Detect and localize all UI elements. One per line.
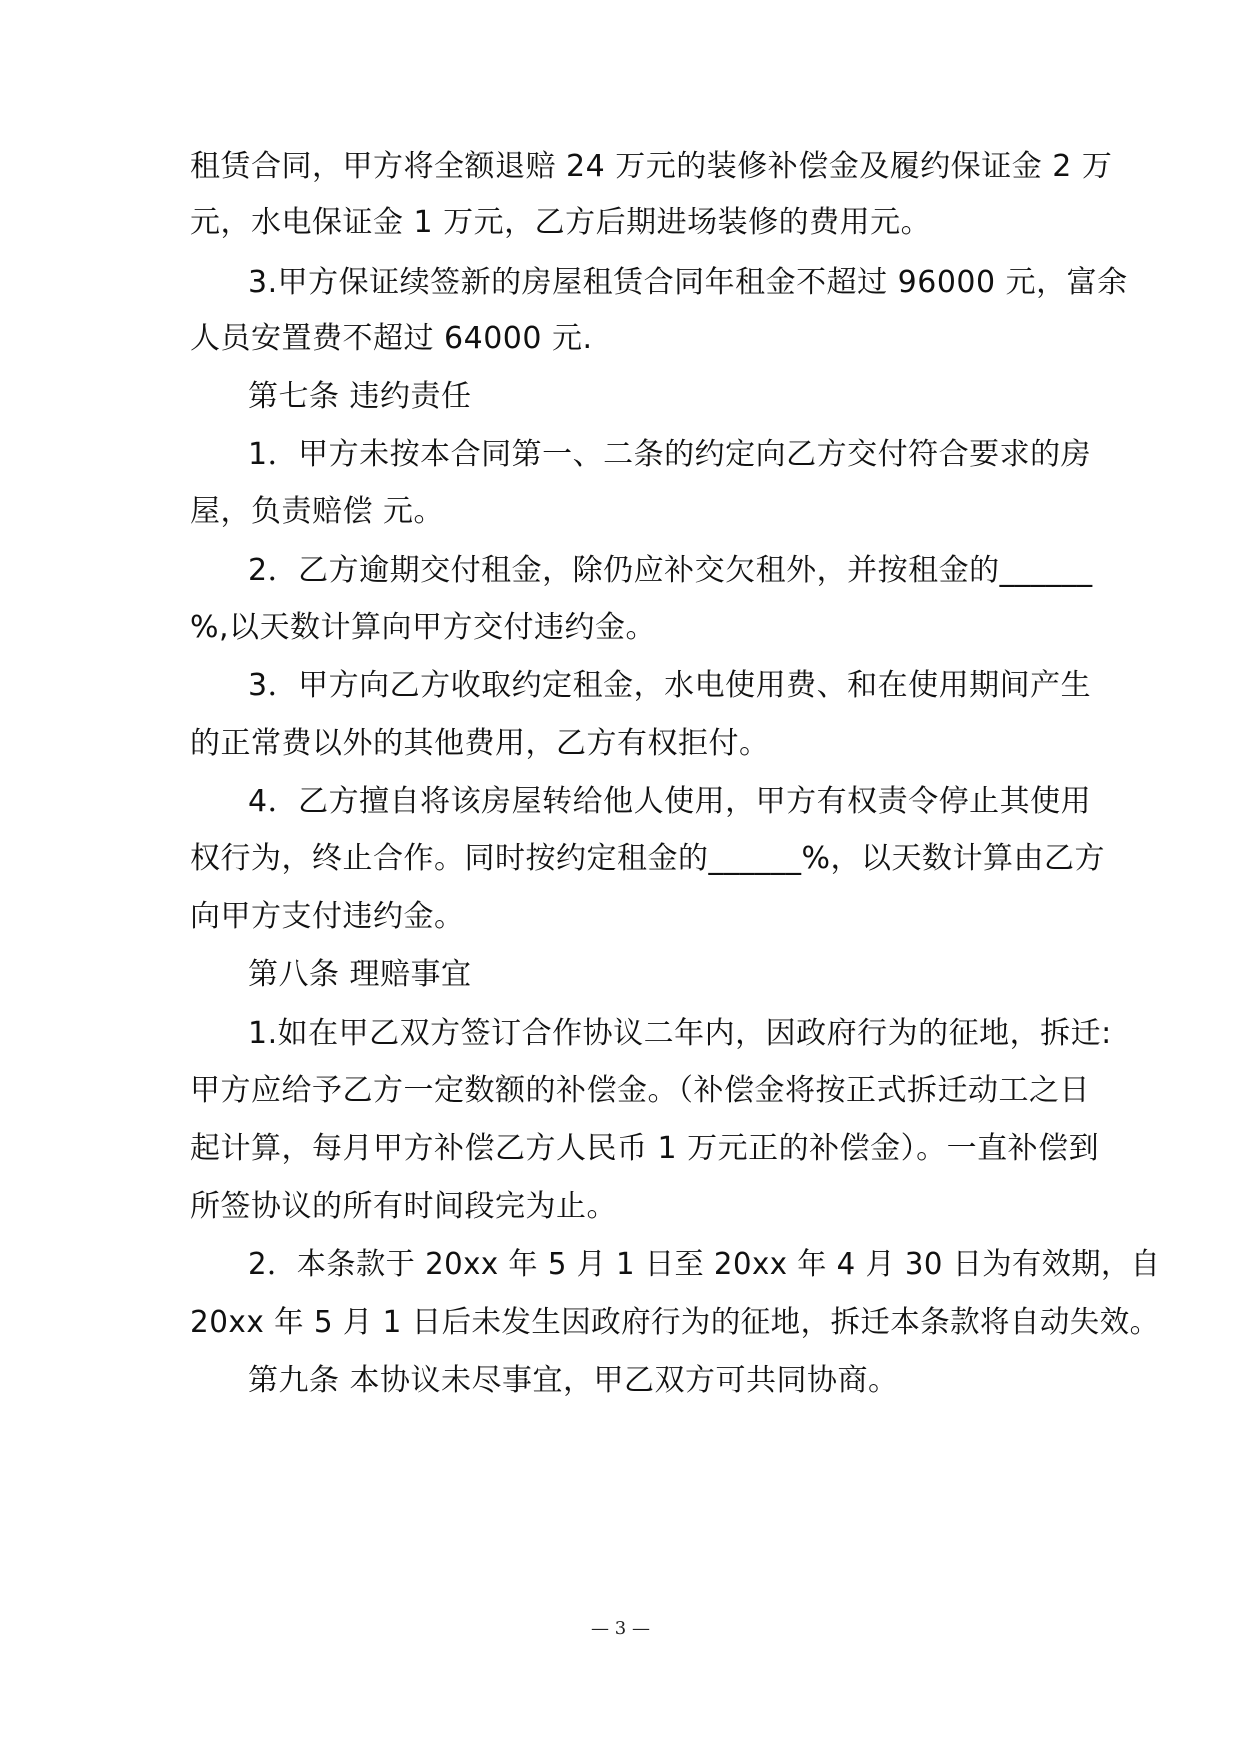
section-heading: 第七条 违约责任	[248, 379, 472, 414]
text-line: 20xx 年 5 月 1 日后未发生因政府行为的征地，拆迁本条款将自动失效。	[190, 1305, 1160, 1340]
text-line: 甲方应给予乙方一定数额的补偿金。（补偿金将按正式拆迁动工之日	[190, 1073, 1090, 1108]
text-line: 权行为，终止合作。同时按约定租金的______%，以天数计算由乙方	[190, 841, 1106, 876]
text-line: 3．甲方向乙方收取约定租金，水电使用费、和在使用期间产生	[248, 668, 1092, 703]
text-line: 2．本条款于 20xx 年 5 月 1 日至 20xx 年 4 月 30 日为有效期，自	[248, 1247, 1161, 1282]
page-number: — 3 —	[591, 1618, 650, 1639]
text-line: 元，水电保证金 1 万元，乙方后期进场装修的费用元。	[190, 205, 932, 240]
text-line: 起计算，每月甲方补偿乙方人民币 1 万元正的补偿金）。一直补偿到	[190, 1131, 1100, 1166]
text-line: 1．甲方未按本合同第一、二条的约定向乙方交付符合要求的房	[248, 437, 1092, 472]
text-line: 4．乙方擅自将该房屋转给他人使用，甲方有权责令停止其使用	[248, 784, 1092, 819]
text-line: 租赁合同，甲方将全额退赔 24 万元的装修补偿金及履约保证金 2 万	[190, 149, 1113, 184]
text-line: 3.甲方保证续签新的房屋租赁合同年租金不超过 96000 元，富余	[248, 265, 1128, 300]
text-line: 屋，负责赔偿 元。	[190, 494, 445, 529]
text-line: 的正常费以外的其他费用，乙方有权拒付。	[190, 726, 770, 761]
text-line: 人员安置费不超过 64000 元.	[190, 321, 593, 356]
section-heading: 第八条 理赔事宜	[248, 957, 472, 992]
text-line: 1.如在甲乙双方签订合作协议二年内，因政府行为的征地，拆迁:	[248, 1016, 1112, 1051]
text-line: 2．乙方逾期交付租金，除仍应补交欠租外，并按租金的______	[248, 553, 1093, 588]
text-line: 第九条 本协议未尽事宜，甲乙双方可共同协商。	[248, 1363, 899, 1398]
text-line: %,以天数计算向甲方交付违约金。	[190, 610, 657, 645]
text-line: 向甲方支付违约金。	[190, 899, 465, 934]
text-line: 所签协议的所有时间段完为止。	[190, 1189, 617, 1224]
